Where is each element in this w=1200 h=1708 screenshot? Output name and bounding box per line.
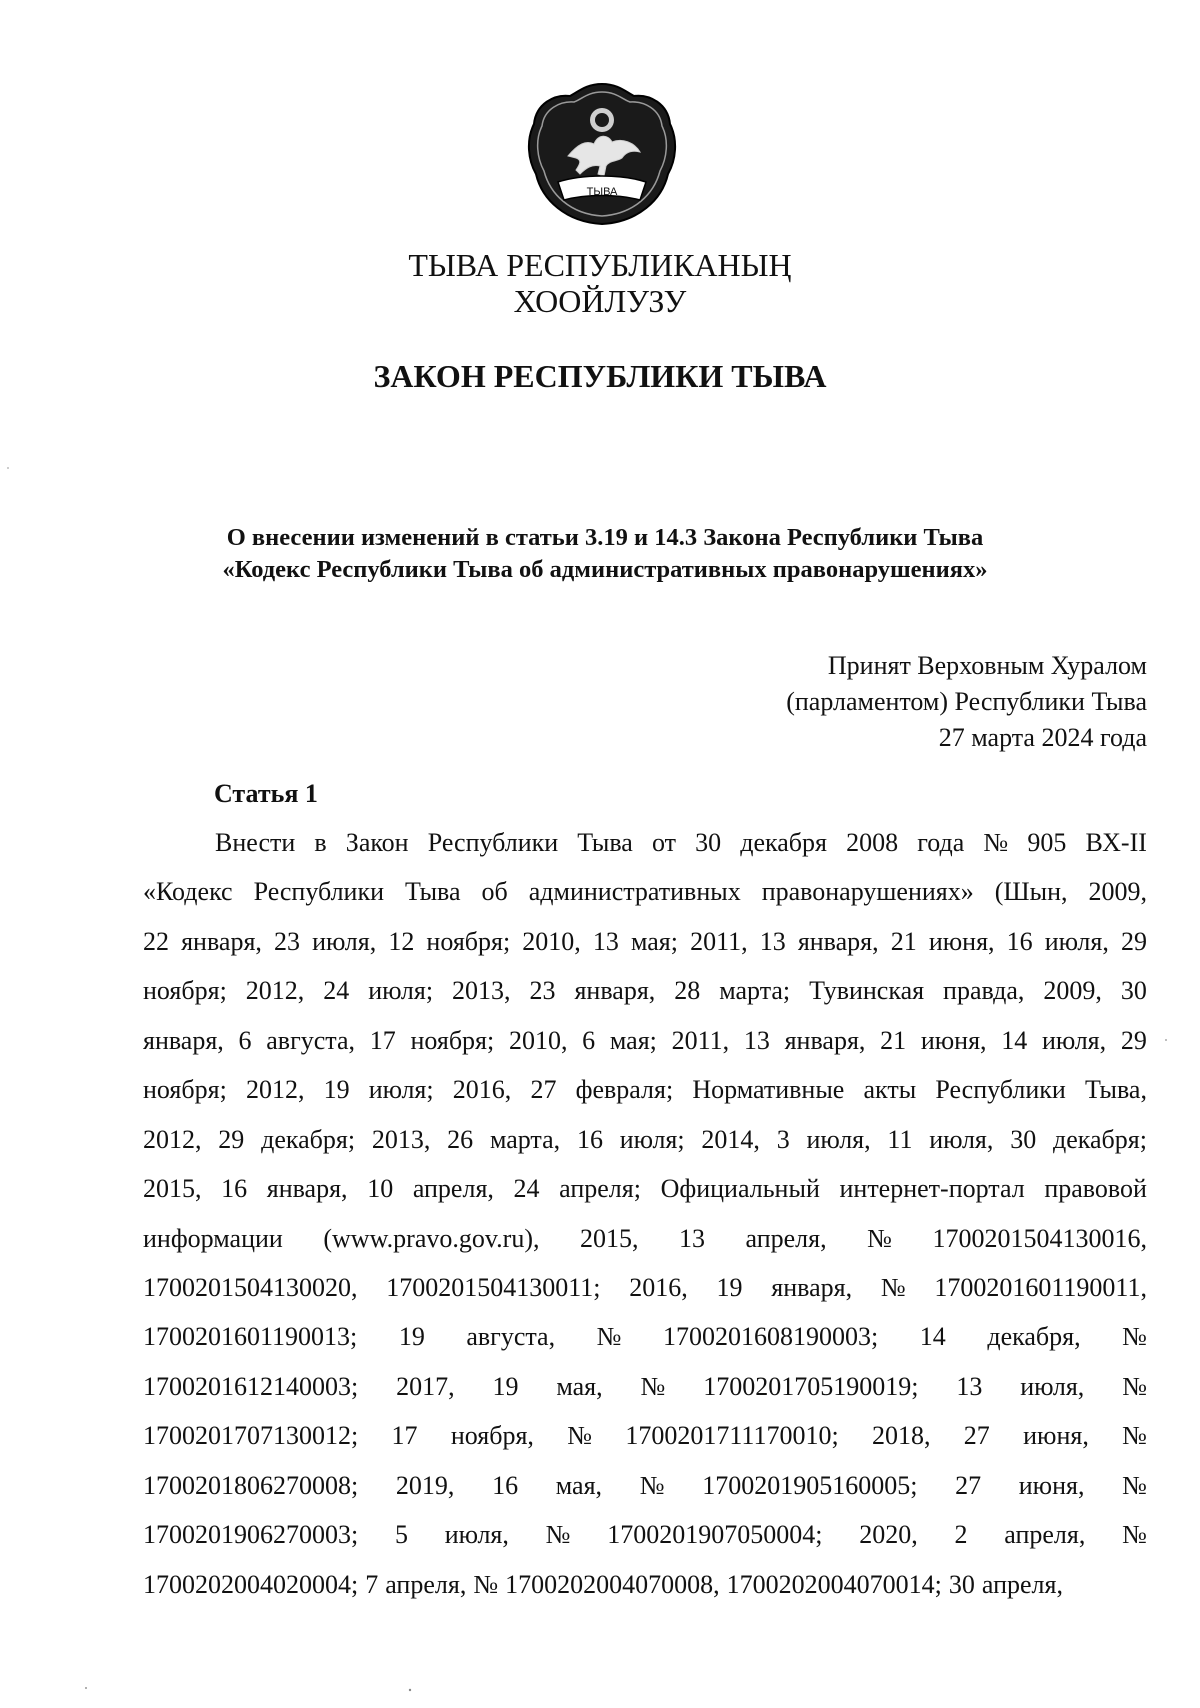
body-line <box>143 1411 1147 1460</box>
body-word: декабря; <box>1052 1124 1147 1154</box>
body-word: 24 <box>513 1174 540 1204</box>
body-word: 30 <box>1010 1124 1037 1154</box>
body-word: января, <box>181 926 262 956</box>
body-word: января, <box>784 1025 866 1055</box>
body-word: № <box>983 828 1009 857</box>
body-word: 1700201707130012; <box>143 1421 359 1451</box>
body-word: 13 <box>679 1223 706 1253</box>
body-word: 2018, <box>871 1421 931 1451</box>
body-word: 2010, <box>522 926 581 956</box>
body-line <box>143 1115 1147 1164</box>
body-word: 26 <box>447 1124 474 1154</box>
body-word: 2012, <box>143 1124 202 1154</box>
body-word: 1700201504130020, <box>143 1272 358 1302</box>
body-word: 1700201705190019; <box>703 1371 919 1401</box>
body-word: ноября; <box>143 1075 227 1105</box>
body-word: 1700201905160005; <box>702 1470 918 1500</box>
body-word: № <box>640 1371 666 1401</box>
body-word: 1700201601190013; <box>143 1322 358 1352</box>
body-word: 2012, <box>245 1075 305 1105</box>
body-word: 2011, <box>671 1025 730 1055</box>
body-word: 2012, <box>245 976 305 1006</box>
body-word: июля, <box>1042 1025 1107 1055</box>
body-word: 1700202004070008, <box>505 1569 720 1599</box>
adoption-date: 27 марта 2024 года <box>938 723 1147 752</box>
body-line <box>143 1362 1147 1411</box>
body-word: августа, <box>466 1322 556 1352</box>
body-word: 2010, <box>508 1025 568 1055</box>
body-word: правовой <box>1044 1174 1147 1204</box>
body-word: Республики <box>935 1075 1066 1105</box>
body-word: 2020, <box>859 1520 918 1550</box>
body-word: 7 <box>365 1569 379 1599</box>
article-heading: Статья 1 <box>214 779 318 808</box>
body-word: марта; <box>719 976 791 1006</box>
body-word: 27 <box>530 1075 557 1105</box>
body-word: июля; <box>619 1124 685 1154</box>
body-word: об <box>481 877 508 907</box>
body-word: 2 <box>954 1520 968 1550</box>
body-word: от <box>651 828 676 857</box>
body-word: 27 <box>955 1470 982 1500</box>
body-word: № <box>1122 1421 1147 1451</box>
body-word: № <box>1122 1371 1147 1401</box>
body-word: декабря <box>740 828 827 857</box>
body-word: июля, <box>1044 926 1109 956</box>
body-word: июня, <box>928 926 995 956</box>
body-word: «Кодекс <box>143 877 233 907</box>
tuva-emblem-icon <box>522 78 682 228</box>
body-word: Тыва, <box>1084 1075 1147 1105</box>
body-word: 1700201504130016, <box>932 1223 1147 1253</box>
body-word: июля; <box>368 1075 434 1105</box>
body-word: июня, <box>1018 1470 1085 1500</box>
body-word: апреля, <box>745 1223 827 1253</box>
body-word: января, <box>797 926 879 956</box>
body-word: января, <box>143 1025 224 1055</box>
body-line <box>143 1510 1147 1559</box>
body-word: 2009, <box>1088 877 1147 907</box>
body-word: 16 <box>221 1174 248 1204</box>
body-word: июня, <box>1023 1421 1089 1451</box>
body-word: июля; <box>368 976 434 1006</box>
body-word: 6 <box>582 1025 596 1055</box>
body-word: 2015, <box>143 1174 202 1204</box>
body-word: № <box>567 1421 593 1451</box>
body-word: 21 <box>890 926 917 956</box>
body-word: № <box>473 1569 499 1599</box>
body-line <box>143 1461 1147 1510</box>
body-word: 2016, <box>629 1272 688 1302</box>
body-word: № <box>639 1470 665 1500</box>
body-word: 1700202004070014; <box>726 1569 942 1599</box>
body-word: Нормативные <box>692 1075 845 1105</box>
adoption-note <box>786 648 1147 756</box>
body-word: января, <box>771 1272 853 1302</box>
body-word: 1700201608190003; <box>663 1322 879 1352</box>
body-line <box>143 966 1147 1015</box>
body-word: декабря, <box>987 1322 1081 1352</box>
body-word: 22 <box>143 926 169 956</box>
body-line <box>143 1560 1147 1609</box>
body-word: 1700201612140003; <box>143 1371 359 1401</box>
body-word: акты <box>863 1075 917 1105</box>
body-word: 12 <box>388 926 415 956</box>
body-word: 1700201504130011; <box>386 1272 601 1302</box>
body-word: 2013, <box>452 976 511 1006</box>
body-word: 19 <box>716 1272 743 1302</box>
body-word: Тыва <box>405 877 461 907</box>
body-word: 23 <box>274 926 300 956</box>
body-line <box>143 1016 1147 1065</box>
body-word: июля, <box>1020 1371 1085 1401</box>
body-word: апреля, <box>385 1569 467 1599</box>
body-word: 1700201907050004; <box>607 1520 823 1550</box>
body-word: № <box>880 1272 906 1302</box>
body-word: 24 <box>323 976 350 1006</box>
body-word: 21 <box>880 1025 907 1055</box>
body-word: 905 <box>1027 828 1067 857</box>
article-body <box>143 818 1147 1609</box>
body-word: года <box>917 828 965 857</box>
heading-tuvan <box>0 247 1200 319</box>
body-word: Республики <box>253 877 385 907</box>
body-word: марта, <box>489 1124 561 1154</box>
body-word: августа, <box>266 1025 355 1055</box>
body-word: ВХ-II <box>1085 828 1147 857</box>
body-word: 16 <box>492 1470 519 1500</box>
body-word: ноября; <box>410 1025 495 1055</box>
body-word: № <box>1122 1520 1147 1550</box>
body-word: января, <box>266 1174 348 1204</box>
law-title-line-2: «Кодекс Республики Тыва об административных правонарушениях» <box>222 556 988 583</box>
body-word: 14 <box>1001 1025 1028 1055</box>
body-word: 1700202004020004; <box>143 1569 359 1599</box>
law-title-line-1: О внесении изменений в статьи 3.19 и 14.3 Закона Республики Тыва <box>226 524 984 551</box>
body-word: 1700201711170010; <box>625 1421 839 1451</box>
body-word: мая; <box>630 926 678 956</box>
body-word: 6 <box>238 1025 252 1055</box>
body-word: 5 <box>395 1520 408 1550</box>
body-word: 27 <box>963 1421 990 1451</box>
body-word: № <box>596 1322 622 1352</box>
body-word: информации <box>143 1223 283 1253</box>
body-word: Закон <box>345 828 409 857</box>
body-word: апреля; <box>559 1174 641 1204</box>
body-word: 1700201906270003; <box>143 1520 359 1550</box>
body-word: Внести <box>215 828 296 857</box>
emblem-inscription: ТЫВА <box>586 186 618 198</box>
heading-tuvan-line-2: ХООЙЛУЗУ <box>513 283 687 319</box>
body-word: 2014, <box>701 1124 760 1154</box>
body-word: № <box>545 1520 571 1550</box>
body-word: июня, <box>920 1025 987 1055</box>
body-word: правонарушениях» <box>761 877 974 907</box>
body-word: 13 <box>759 926 786 956</box>
body-word: апреля, <box>412 1174 494 1204</box>
adoption-line-2: (парламентом) Республики Тыва <box>786 687 1147 716</box>
body-word: февраля; <box>575 1075 674 1105</box>
body-word: 14 <box>919 1322 946 1352</box>
body-word: в <box>314 828 327 857</box>
body-line <box>143 1164 1147 1213</box>
body-word: 19 <box>323 1075 350 1105</box>
body-word: 13 <box>743 1025 770 1055</box>
body-word: 29 <box>1120 926 1147 956</box>
heading-tuvan-line-1: ТЫВА РЕСПУБЛИКАНЫҢ <box>408 247 792 283</box>
body-word: 19 <box>492 1371 519 1401</box>
body-word: Официальный <box>660 1174 820 1204</box>
body-word: № <box>1122 1322 1147 1352</box>
law-title <box>0 522 1200 586</box>
body-word: № <box>1122 1470 1147 1500</box>
body-word: 2011, <box>690 926 748 956</box>
body-word: 3 <box>776 1124 790 1154</box>
body-word: административных <box>528 877 741 907</box>
body-word: 19 <box>398 1322 425 1352</box>
body-word: июля, <box>929 1124 994 1154</box>
adoption-line-1: Принят Верховным Хуралом <box>827 651 1147 680</box>
body-word: июля, <box>444 1520 509 1550</box>
body-word: 16 <box>576 1124 603 1154</box>
body-word: июля, <box>312 926 377 956</box>
body-word: 17 <box>369 1025 396 1055</box>
body-line <box>143 917 1147 966</box>
body-word: № <box>867 1223 892 1253</box>
body-word: Тувинская <box>809 976 925 1006</box>
body-word: 2009, <box>1043 976 1102 1006</box>
body-word: 17 <box>391 1421 418 1451</box>
body-word: 2015, <box>580 1223 639 1253</box>
body-word: 2019, <box>395 1470 455 1500</box>
heading-russian: ЗАКОН РЕСПУБЛИКИ ТЫВА <box>373 358 827 394</box>
body-word: 28 <box>674 976 701 1006</box>
body-word: интернет-портал <box>839 1174 1025 1204</box>
body-word: 30 <box>1120 976 1147 1006</box>
body-word: ноября, <box>450 1421 534 1451</box>
body-line <box>143 818 1147 867</box>
body-word: апреля, <box>981 1569 1063 1599</box>
body-word: Тыва <box>577 828 633 857</box>
body-word: 13 <box>592 926 619 956</box>
body-word: января, <box>574 976 656 1006</box>
body-word: 13 <box>956 1371 983 1401</box>
body-line <box>143 1263 1147 1312</box>
body-word: 30 <box>695 828 722 857</box>
body-word: мая; <box>609 1025 657 1055</box>
body-word: 16 <box>1006 926 1033 956</box>
body-word: декабря; <box>261 1124 356 1154</box>
body-word: (www.pravo.gov.ru), <box>323 1223 540 1253</box>
body-word: правда, <box>943 976 1025 1006</box>
body-line <box>143 1214 1147 1263</box>
body-word: 30 <box>948 1569 975 1599</box>
body-word: ноября; <box>143 976 227 1006</box>
body-word: Республики <box>427 828 559 857</box>
body-word: 2013, <box>371 1124 431 1154</box>
body-word: 2016, <box>452 1075 512 1105</box>
body-line <box>143 1065 1147 1114</box>
body-word: 2008 <box>846 828 899 857</box>
body-word: 10 <box>367 1174 394 1204</box>
body-word: 23 <box>529 976 556 1006</box>
body-word: (Шын, <box>994 877 1068 907</box>
body-word: 29 <box>1120 1025 1147 1055</box>
body-word: 1700201601190011, <box>934 1272 1147 1302</box>
body-line <box>143 867 1147 916</box>
body-word: ноября; <box>426 926 511 956</box>
body-word: апреля, <box>1004 1520 1086 1550</box>
body-word: мая, <box>556 1371 603 1401</box>
body-word: 11 <box>887 1124 913 1154</box>
body-line <box>143 1312 1147 1361</box>
body-word: июля, <box>806 1124 871 1154</box>
body-word: 2017, <box>396 1371 455 1401</box>
body-word: 29 <box>218 1124 245 1154</box>
body-word: 1700201806270008; <box>143 1470 359 1500</box>
body-word: мая, <box>555 1470 603 1500</box>
